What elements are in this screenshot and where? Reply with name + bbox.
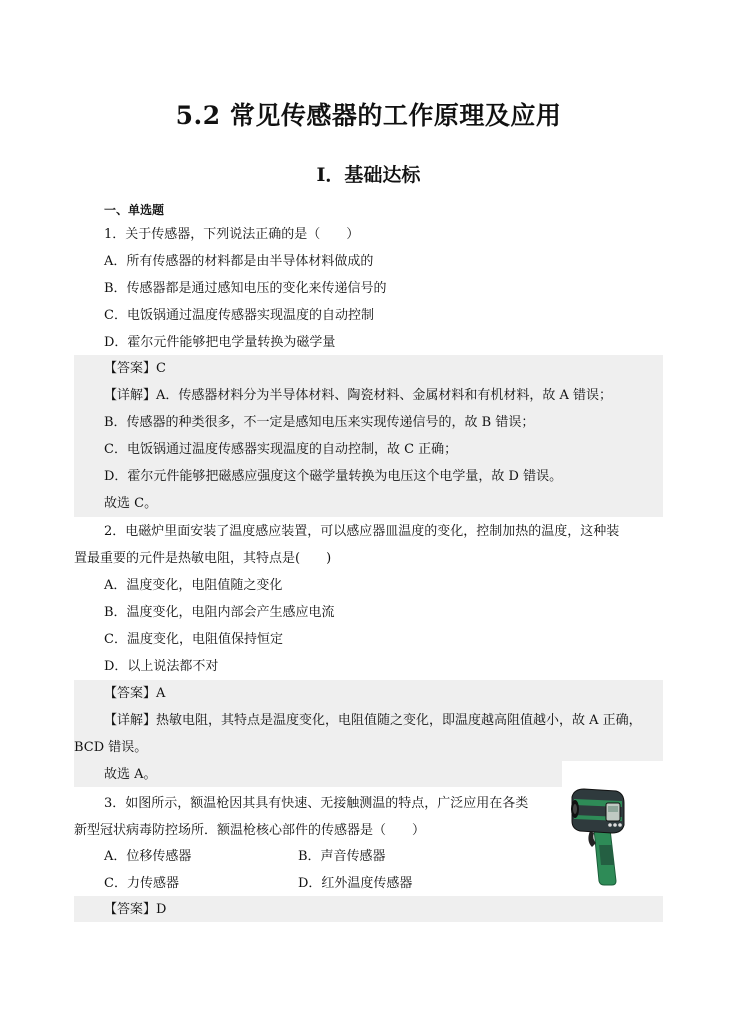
q1-stem: 1．关于传感器，下列说法正确的是（ ）: [104, 227, 360, 242]
infrared-thermometer-image: [566, 785, 626, 887]
q1-detail-4: D．霍尔元件能够把磁感应强度这个磁学量转换为电压这个电学量，故 D 错误。: [104, 469, 563, 484]
q3-stem-1: 3．如图所示，额温枪因其具有快速、无接触测温的特点，广泛应用在各类: [104, 796, 529, 811]
q3-option-a: A．位移传感器: [104, 849, 192, 864]
q2-option-c: C．温度变化，电阻值保持恒定: [104, 632, 283, 647]
q2-answer: 【答案】A: [104, 686, 166, 701]
q2-detail-3: 故选 A。: [104, 767, 157, 782]
doc-title: 5.2 常见传感器的工作原理及应用: [175, 101, 562, 130]
q2-option-b: B．温度变化，电阻内部会产生感应电流: [104, 605, 335, 620]
q1-answer-block: [74, 355, 663, 517]
q1-option-a: A．所有传感器的材料都是由半导体材料做成的: [104, 254, 374, 269]
q2-detail-1: 【详解】热敏电阻，其特点是温度变化，电阻值随之变化，即温度越高阻值越小，故 A 正确，: [104, 713, 642, 728]
q3-option-c: C．力传感器: [104, 876, 179, 891]
q1-detail-2: B．传感器的种类很多，不一定是感知电压来实现传递信号的，故 B 错误；: [104, 415, 535, 430]
q3-option-b: B．声音传感器: [298, 849, 386, 864]
q1-option-d: D．霍尔元件能够把电学量转换为磁学量: [104, 335, 336, 350]
q2-stem-2: 置最重要的元件是热敏电阻，其特点是( ): [74, 551, 332, 566]
q3-option-d: D．红外温度传感器: [298, 876, 413, 891]
q1-detail-3: C．电饭锅通过温度传感器实现温度的自动控制，故 C 正确；: [104, 442, 458, 457]
q3-answer: 【答案】D: [104, 902, 167, 917]
q2-option-a: A．温度变化，电阻值随之变化: [104, 578, 283, 593]
q3-stem-2: 新型冠状病毒防控场所．额温枪核心部件的传感器是（ ）: [74, 823, 426, 838]
q1-answer: 【答案】C: [104, 361, 166, 376]
q1-detail-5: 故选 C。: [104, 496, 158, 511]
q2-stem-1: 2．电磁炉里面安装了温度感应装置，可以感应器皿温度的变化，控制加热的温度，这种装: [104, 524, 620, 539]
q2-option-d: D．以上说法都不对: [104, 659, 219, 674]
q2-detail-2: BCD 错误。: [74, 740, 148, 755]
question-type-heading: 一、单选题: [104, 203, 165, 217]
q1-option-c: C．电饭锅通过温度传感器实现温度的自动控制: [104, 308, 374, 323]
section-heading: Ⅰ．基础达标: [316, 164, 421, 186]
q1-option-b: B．传感器都是通过感知电压的变化来传递信号的: [104, 281, 387, 296]
q1-detail-1: 【详解】A．传感器材料分为半导体材料、陶瓷材料、金属材料和有机材料，故 A 错误；: [104, 388, 613, 403]
